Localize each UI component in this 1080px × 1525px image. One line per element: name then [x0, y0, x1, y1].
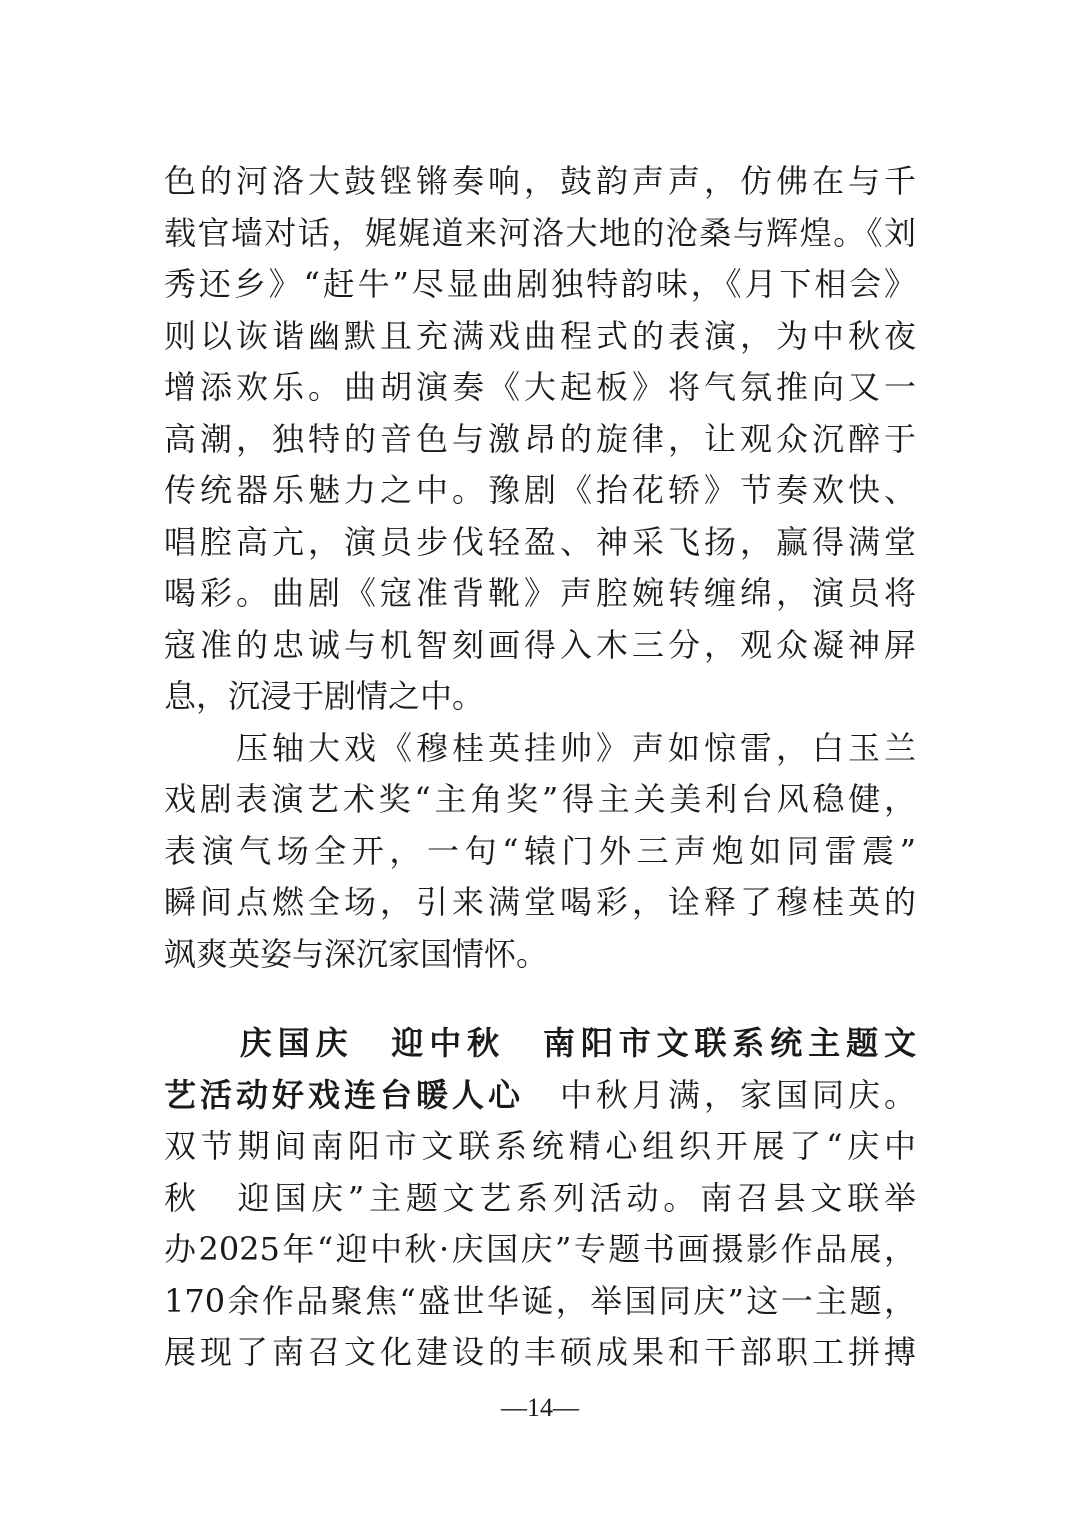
paragraph-line: 表演气场全开，一句“辕门外三声炮如同雷震”	[164, 831, 916, 870]
paragraph-line: 秋 迎国庆”主题文艺系列活动。南召县文联举	[164, 1178, 916, 1217]
section-heading-continued	[164, 1070, 916, 1122]
paragraph-line: 双节期间南阳市文联系统精心组织开展了“庆中	[164, 1127, 916, 1165]
paragraph-line: 息，沉浸于剧情之中。	[164, 677, 485, 715]
body-text-lower	[164, 1018, 916, 1379]
section-heading-tail: 艺活动好戏连台暖人心	[164, 1075, 524, 1114]
section-heading: 庆国庆 迎中秋 南阳市文联系统主题文	[164, 1024, 916, 1062]
paragraph-line: 展现了南召文化建设的丰硕成果和干部职工拼搏	[164, 1333, 916, 1371]
paragraph-line: 色的河洛大鼓铿锵奏响，鼓韵声声，仿佛在与千	[164, 162, 916, 200]
paragraph-line: 高潮，独特的音色与激昂的旋律，让观众沉醉于	[164, 419, 916, 458]
paragraph-line: 飒爽英姿与深沉家国情怀。	[164, 934, 549, 973]
paragraph-line: 压轴大戏《穆桂英挂帅》声如惊雷，白玉兰	[164, 728, 916, 767]
body-text-upper	[164, 156, 916, 980]
paragraph-line: 办2025年“迎中秋·庆国庆”专题书画摄影作品展，	[164, 1230, 916, 1268]
paragraph-line: 喝彩。曲剧《寇准背靴》声腔婉转缠绵，演员将	[164, 574, 916, 612]
paragraph-line: 秀还乡》“赶牛”尽显曲剧独特韵味，《月下相会》	[164, 265, 916, 303]
paragraph-line: 传统器乐魅力之中。豫剧《抬花轿》节奏欢快、	[164, 471, 916, 509]
paragraph-line: 唱腔高亢，演员步伐轻盈、神采飞扬，赢得满堂	[164, 522, 916, 561]
paragraph-line: 瞬间点燃全场，引来满堂喝彩，诠释了穆桂英的	[164, 883, 916, 921]
paragraph-line: 增添欢乐。曲胡演奏《大起板》将气氛推向又一	[164, 368, 916, 406]
paragraph-line: 载官墙对话，娓娓道来河洛大地的沧桑与辉煌。《刘	[164, 213, 916, 252]
paragraph-line: 寇准的忠诚与机智刻画得入木三分，观众凝神屏	[164, 625, 916, 664]
paragraph-line: 则以诙谐幽默且充满戏曲程式的表演，为中秋夜	[164, 316, 916, 355]
page-number: —14—	[501, 1393, 579, 1422]
paragraph-line: 戏剧表演艺术奖“主角奖”得主关美利台风稳健，	[164, 780, 916, 818]
paragraph-line: 170余作品聚焦“盛世华诞，举国同庆”这一主题，	[164, 1281, 916, 1320]
paragraph-lead: 中秋月满，家国同庆。	[524, 1075, 916, 1114]
